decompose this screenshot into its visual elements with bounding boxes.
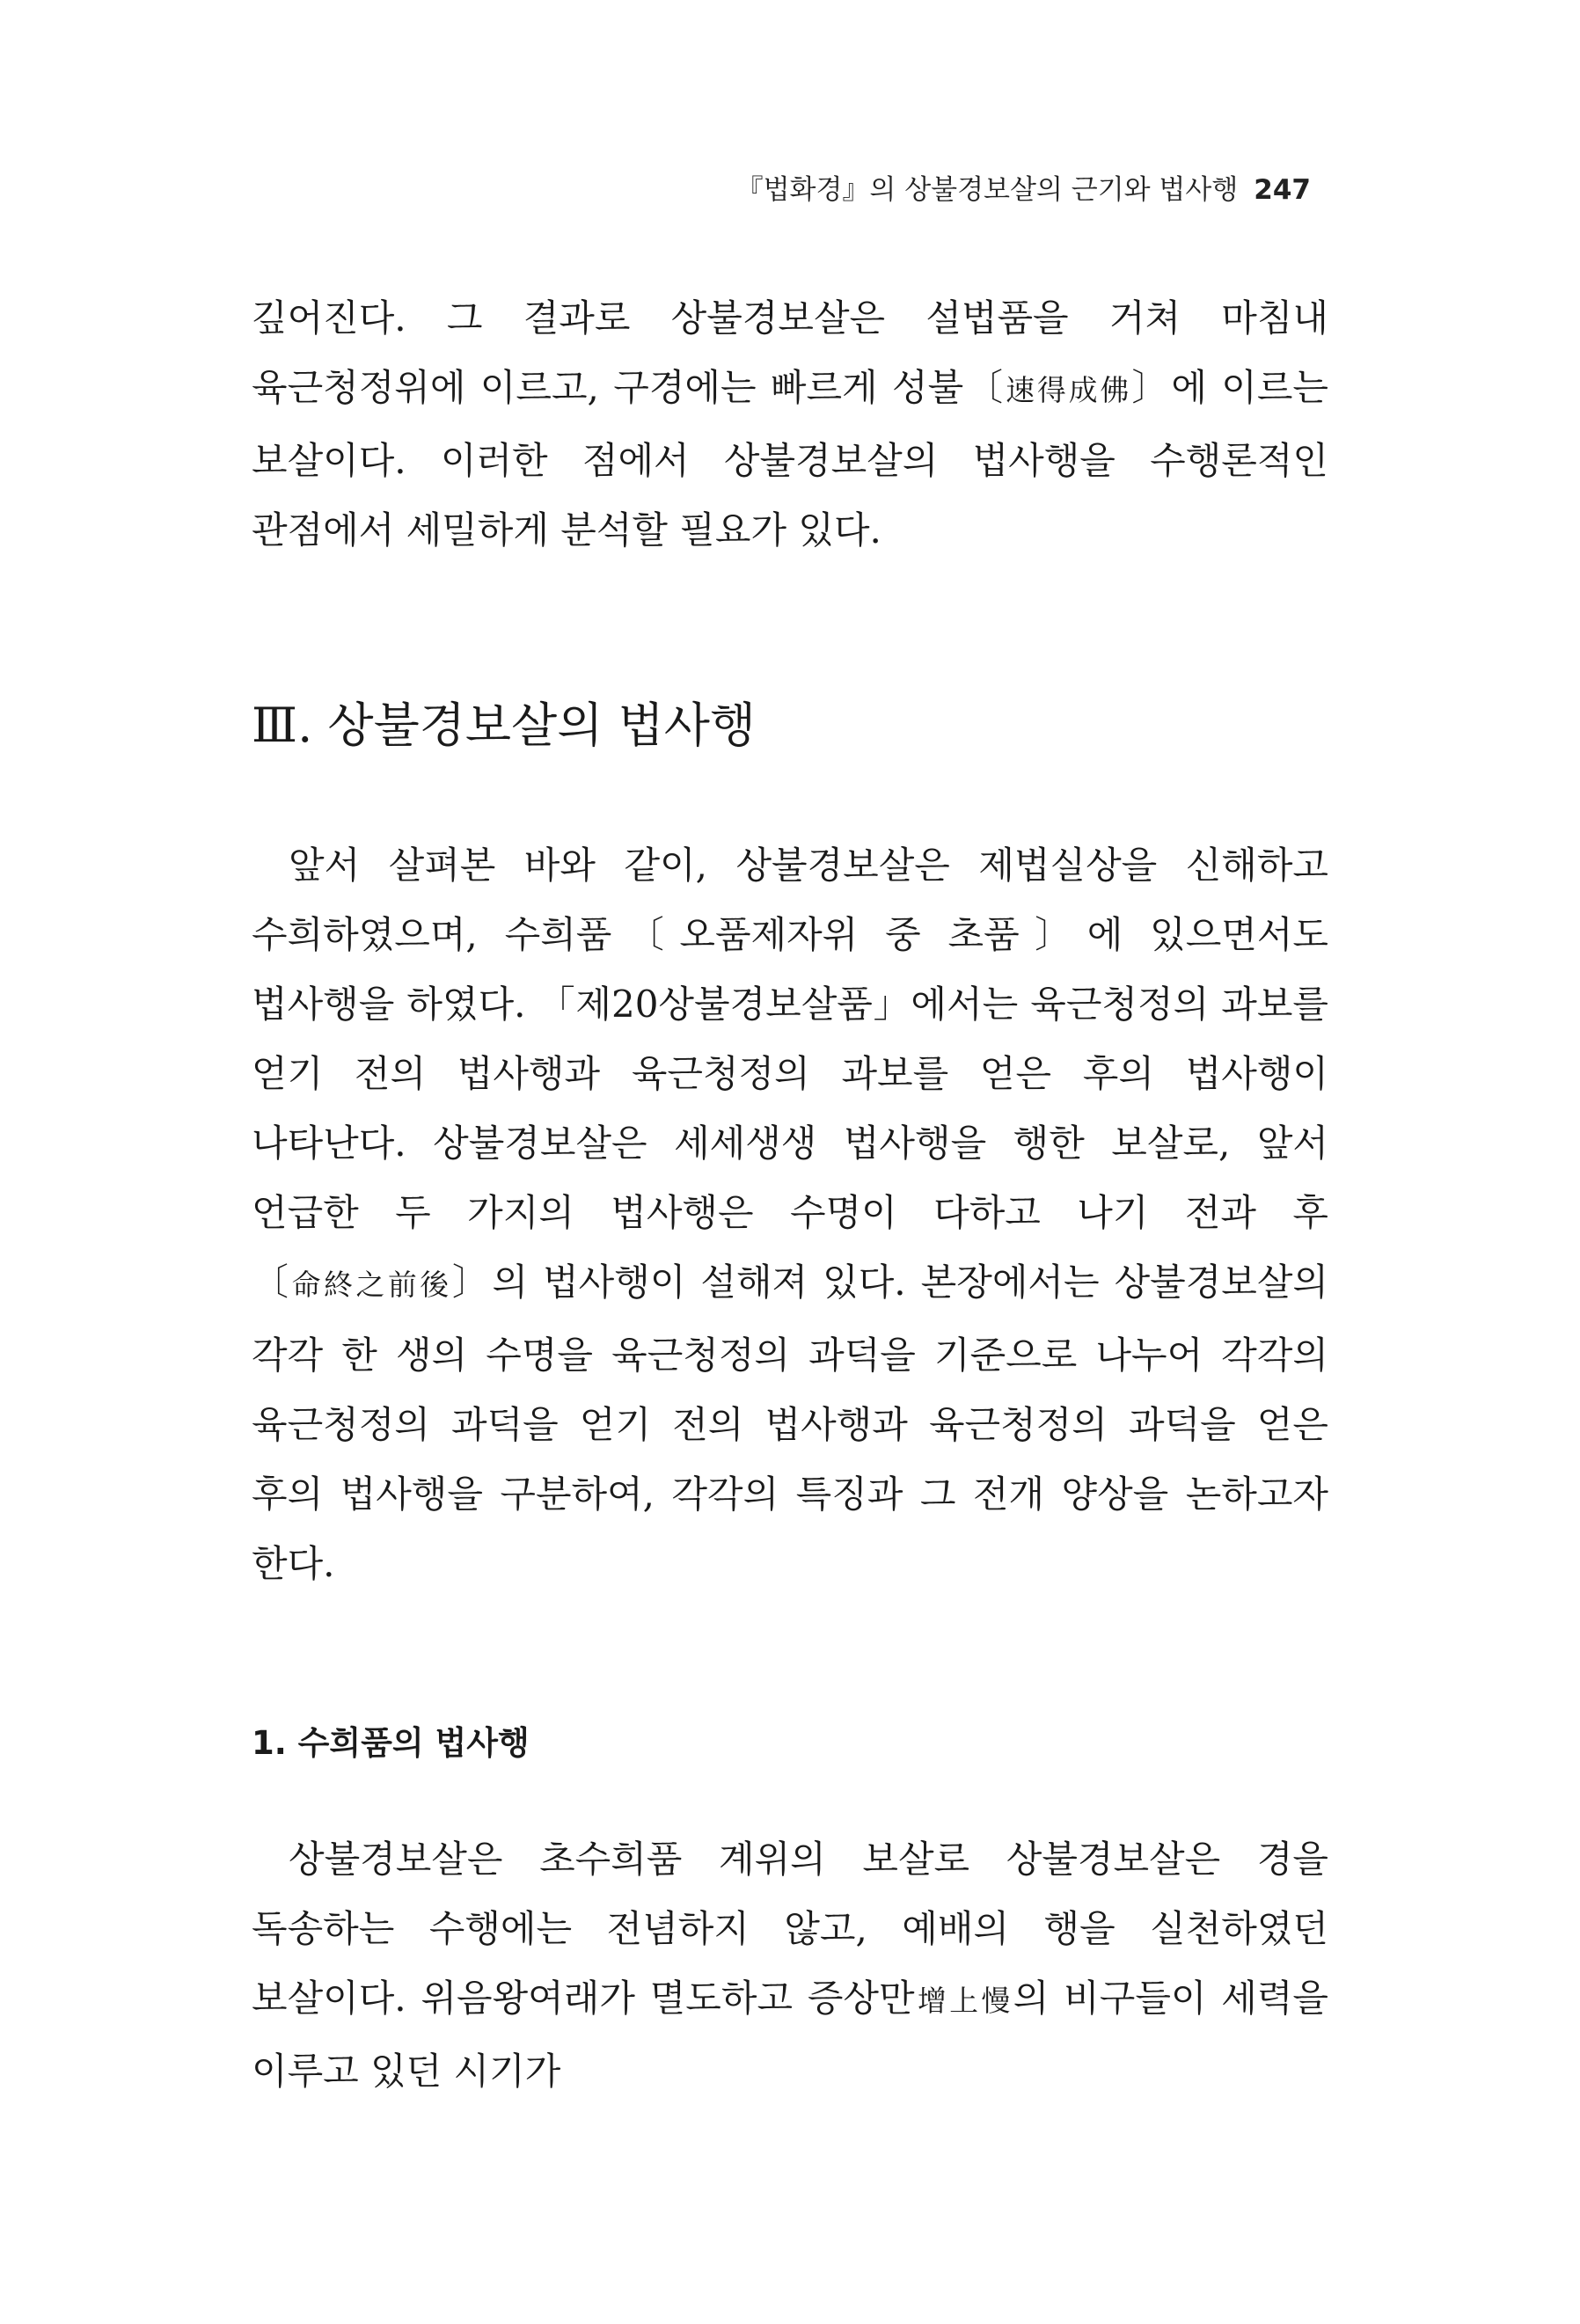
- paragraph-1-text-b: 〕에 이르는 보살이다. 이러한 점에서 상불경보살의 법사행을 수행론적인 관점에서 세밀하게 분석할 필요가 있다.: [252, 366, 1329, 552]
- paragraph-section-intro: [252, 830, 1328, 1598]
- section-heading: Ⅲ. 상불경보살의 법사행: [252, 698, 757, 753]
- paragraph-continuation: [252, 283, 1328, 565]
- paragraph-3-hanja: 增上慢: [914, 1984, 1013, 2018]
- page-number: 247: [1254, 174, 1311, 206]
- paragraph-2-text-b: 〕의 법사행이 설해져 있다. 본장에서는 상불경보살의 각각 한 생의 수명을 육근청정의 과덕을 기준으로 나누어 각각의 육근청정의 과덕을 얻기 전의 법사행과 육근청정의 과덕을 얻은 후의 법사행을 구분하여, 각각의 특징과 그 전개 양상을 논하고자 한다.: [252, 1261, 1328, 1585]
- subsection-heading: 1. 수희품의 법사행: [252, 1724, 530, 1762]
- paragraph-subsection-body: [252, 1824, 1328, 2106]
- paragraph-1-text-a: 깊어진다. 그 결과로 상불경보살은 설법품을 거쳐 마침내 육근청정위에 이르고, 구경에는 빠르게 성불〔: [252, 296, 1328, 409]
- running-header-title: 『법화경』의 상불경보살의 근기와 법사행: [735, 174, 1239, 206]
- paragraph-3-text-b: 의 비구들이 세력을 이루고 있던 시기가: [252, 1977, 1329, 2093]
- paragraph-3-text-a: 상불경보살은 초수희품 계위의 보살로 상불경보살은 경을 독송하는 수행에는 전념하지 않고, 예배의 행을 실천하였던 보살이다. 위음왕여래가 멸도하고 증상만: [252, 1838, 1328, 2020]
- paragraph-2-text-a: 앞서 살펴본 바와 같이, 상불경보살은 제법실상을 신해하고 수희하였으며, 수희품〔오품제자위 중 초품〕에 있으면서도 법사행을 하였다. 「제20상불경보살품」에서는 육근청정의 과보를 얻기 전의 법사행과 육근청정의 과보를 얻은 후의 법사행이 나타난다. 상불경보살은 세세생생 법사행을 행한 보살로, 앞서 언급한 두 가지의 법사행은 수명이 다하고 나기 전과 후〔: [252, 844, 1328, 1304]
- paragraph-2-hanja: 命終之前後: [291, 1268, 452, 1302]
- paragraph-1-hanja: 速得成佛: [1006, 374, 1132, 407]
- running-header: [0, 172, 1311, 208]
